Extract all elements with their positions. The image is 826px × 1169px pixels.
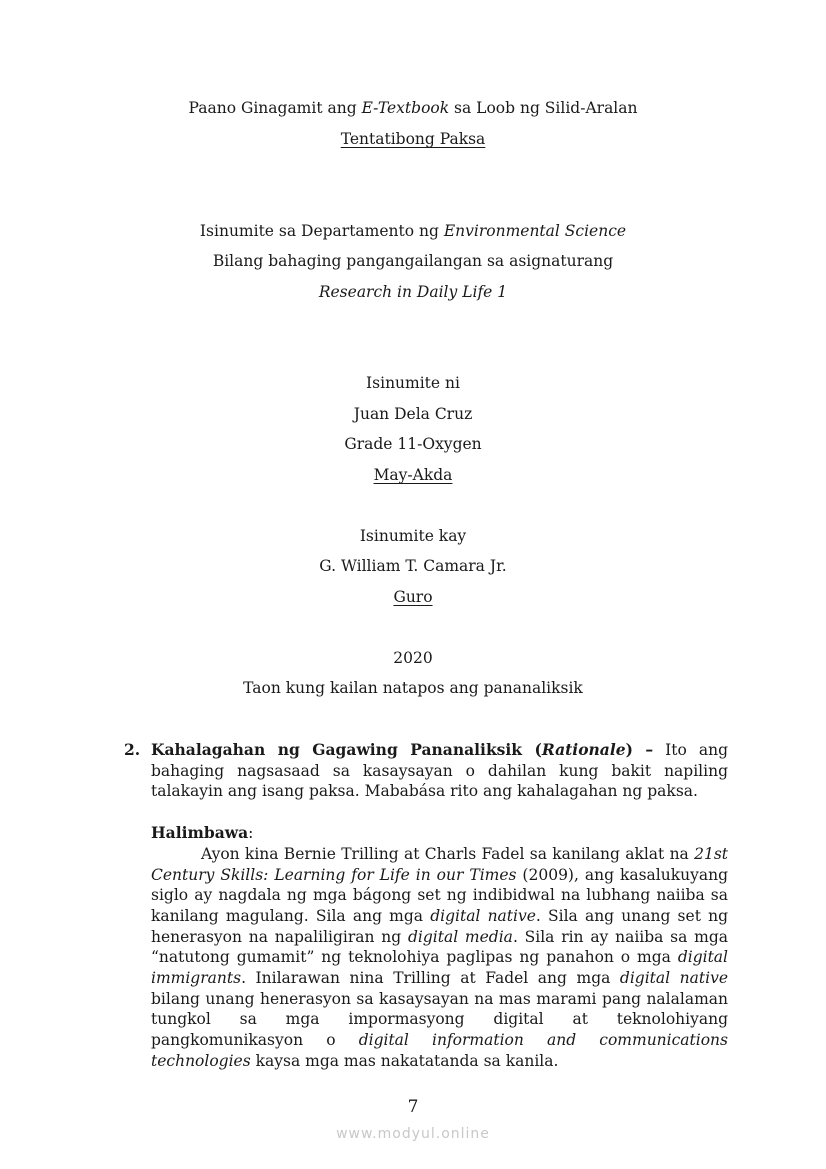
example-term-dict: digital information and communications technologies: [151, 1031, 728, 1070]
example-term-digital-native: digital native: [430, 906, 536, 925]
guro-label: Guro: [393, 588, 433, 606]
example-term-digital-immigrants: digital immigrants: [151, 948, 728, 988]
example-text-3: . Sila ang unang set ng henerasyon na napaliligiran ng: [151, 906, 728, 946]
example-text-4: . Sila rin ay naiiba sa mga “natutong gumamit” ng teknolohiya paglipas ng panahon o mga: [151, 927, 729, 967]
section-heading-close: ) –: [625, 740, 654, 759]
watermark: www.modyul.online: [336, 1126, 490, 1142]
section-heading: Kahalagahan ng Gagawing Pananaliksik (: [151, 740, 542, 759]
author-intro: Isinumite ni: [366, 374, 460, 392]
title-italic: E-Textbook: [361, 99, 450, 117]
may-akda-label: May-Akda: [373, 466, 453, 484]
department-prefix: Isinumite sa Departamento ng: [199, 222, 444, 240]
example-text-5: . Inilarawan nina Trilling at Fadel ang mga: [241, 969, 620, 988]
teacher-label: [0, 588, 826, 606]
title-label: [0, 130, 826, 148]
section-description: Ito ang bahaging nagsasaad sa kasaysayan o dahilan kung bakit napiling talakayin ang isang paksa. Mababása rito ang kahalagahan ng paksa.: [151, 741, 729, 801]
department-name: Environmental Science: [443, 222, 627, 240]
example-paragraph: [151, 844, 728, 1072]
year-value: 2020: [393, 649, 433, 667]
example-term-digital-media: digital media: [407, 927, 513, 946]
author-label: [0, 466, 826, 484]
title-suffix: sa Loob ng Silid-Aralan: [449, 99, 638, 117]
example-label: Halimbawa: [151, 823, 249, 843]
author-name: Juan Dela Cruz: [353, 405, 473, 423]
teacher-intro: Isinumite kay: [359, 527, 467, 545]
document-title: [0, 99, 826, 117]
tentative-topic-label: Tentatibong Paksa: [340, 130, 486, 148]
example-label-line: [151, 823, 728, 844]
example-text-6: bilang unang henerasyon sa kasaysayan na mas marami pang nalalaman tungkol sa mga impormasyong digital at teknolohiyang pangkomunikasyon o: [151, 989, 728, 1050]
year-label: Taon kung kailan natapos ang pananaliksik: [243, 679, 583, 697]
example-text-1: Ayon kina Bernie Trilling at Charls Fadel sa kanilang aklat na: [201, 844, 695, 863]
section-intro: [151, 740, 728, 802]
subject-line: Research in Daily Life 1: [318, 283, 508, 301]
example-term-digital-native-2: digital native: [619, 969, 728, 988]
example-text-2: (2009), ang kasalukuyang siglo ay nagdala ng mga bágong set ng indibidwal na lubhang naiiba sa kanilang magulang. Sila ang mga: [151, 865, 728, 925]
example-text-7: kaysa mga mas nakatatanda sa kanila.: [250, 1051, 559, 1070]
teacher-name: G. William T. Camara Jr.: [319, 557, 507, 575]
page-number: 7: [407, 1097, 419, 1117]
section-rationale: [124, 740, 728, 1072]
section-heading-italic: Rationale: [541, 740, 626, 759]
example-book-title: 21st Century Skills: Learning for Life in our Times: [151, 844, 728, 884]
title-prefix: Paano Ginagamit ang: [188, 99, 362, 117]
author-grade: Grade 11-Oxygen: [344, 435, 482, 453]
section-number: 2.: [124, 740, 141, 759]
requirement-line: Bilang bahaging pangangailangan sa asignaturang: [212, 252, 614, 270]
department-line: [0, 222, 826, 240]
example-colon: :: [248, 824, 254, 843]
